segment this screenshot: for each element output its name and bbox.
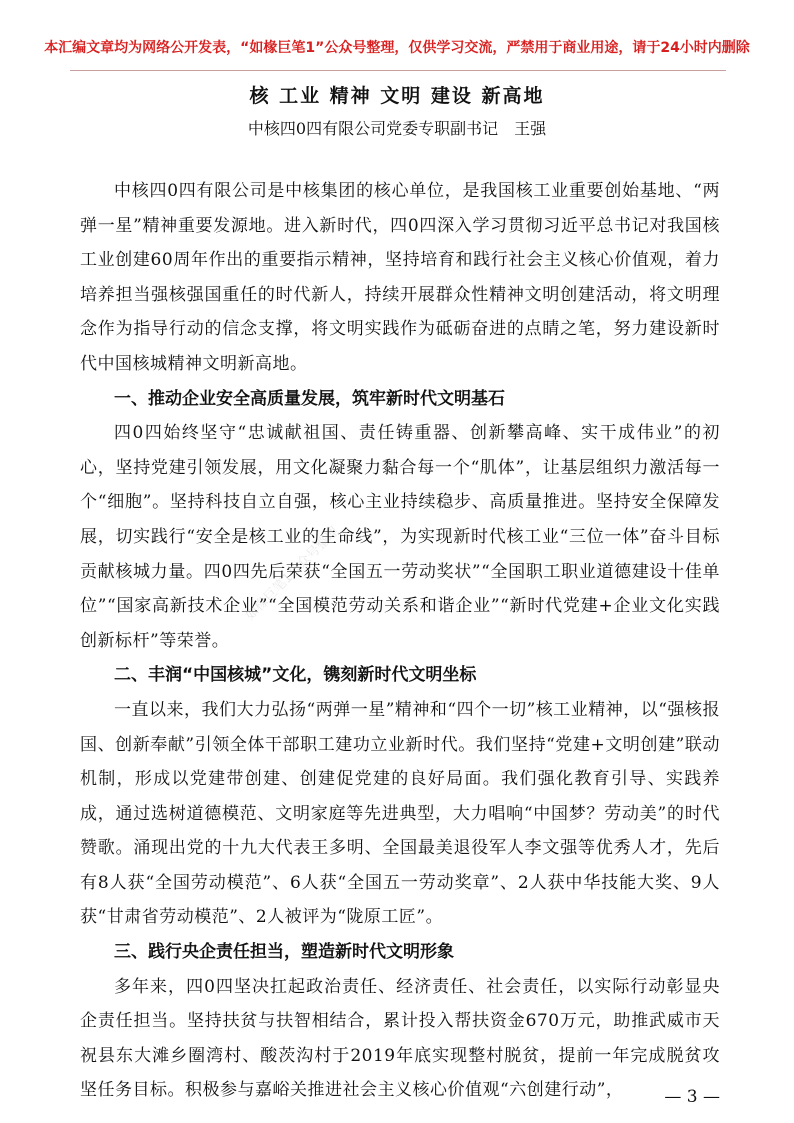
intro-paragraph: 中核四0四有限公司是中核集团的核心单位，是我国核工业重要创始基地、“两弹一星”精神重要发源地。进入新时代，四0四深入学习贯彻习近平总书记对我国核工业创建60周年作出的重要指示精神，坚持培育和践行社会主义核心价值观，着力培养担当强核强国重任的时代新人，持续开展群众性精神文明创建活动，将文明理念作为指导行动的信念支撑，将文明实践作为砥砺奋进的点睛之笔，努力建设新时代中国核城精神文明新高地。 (80, 181, 720, 374)
section-paragraph-3: 多年来，四0四坚决扛起政治责任、经济责任、社会责任，以实际行动彰显央企责任担当。坚持扶贫与扶智相结合，累计投入帮扶资金670万元，助推武威市天祝县东大滩乡圈湾村、酸茨沟村于2019年底实现整村脱贫，提前一年完成脱贫攻坚任务目标。积极参与嘉峪关推进社会主义核心价值观“六创建行动”， (80, 976, 720, 1101)
section-heading-2: 二、丰润“中国核城”文化，镌刻新时代文明坐标 (114, 665, 477, 686)
copyright-banner: 本汇编文章均为网络公开发表，“如椽巨笔1”公众号整理，仅供学习交流，严禁用于商业用途，请于24小时内删除 (44, 40, 750, 56)
article-body (80, 174, 720, 1108)
section-heading-3: 三、践行央企责任担当，塑造新时代文明形象 (114, 942, 454, 963)
watermark: 如椽巨笔1公众号整理 (242, 524, 343, 624)
section-paragraph-1: 四0四始终坚守“忠诚献祖国、责任铸重器、创新攀高峰、实干成伟业”的初心，坚持党建引领发展，用文化凝聚力黏合每一个“肌体”，让基层组织力激活每一个“细胞”。坚持科技自立自强，核心主业持续稳步、高质量推进。坚持安全保障发展，切实践行“安全是核工业的生命线”，为实现新时代核工业“三位一体”奋斗目标贡献核城力量。四0四先后荣获“全国五一劳动奖状”“全国职工职业道德建设十佳单位”“国家高新技术企业”“全国模范劳动关系和谐企业”“新时代党建+企业文化实践创新标杆”等荣誉。 (80, 423, 720, 651)
banner-rule (70, 70, 726, 71)
article-title: 核 工业 精神 文明 建设 新高地 (249, 85, 545, 107)
section-paragraph-2: 一直以来，我们大力弘扬“两弹一星”精神和“四个一切”核工业精神，以“强核报国、创新奉献”引领全体干部职工建功立业新时代。我们坚持“党建+文明创建”联动机制，形成以党建带创建、创建促党建的良好局面。我们强化教育引导、实践养成，通过选树道德模范、文明家庭等先进典型，大力唱响“中国梦？劳动美”的时代赞歌。涌现出党的十九大代表王多明、全国最美退役军人李文强等优秀人才，先后有8人获“全国劳动模范”、6人获“全国五一劳动奖章”、2人获中华技能大奖、9人获“甘肃省劳动模范”、2人被评为“陇原工匠”。 (80, 699, 720, 928)
article-byline: 中核四0四有限公司党委专职副书记 王强 (247, 119, 547, 138)
page-number: — 3 — (664, 1087, 720, 1107)
section-heading-1: 一、推动企业安全高质量发展，筑牢新时代文明基石 (114, 388, 505, 409)
